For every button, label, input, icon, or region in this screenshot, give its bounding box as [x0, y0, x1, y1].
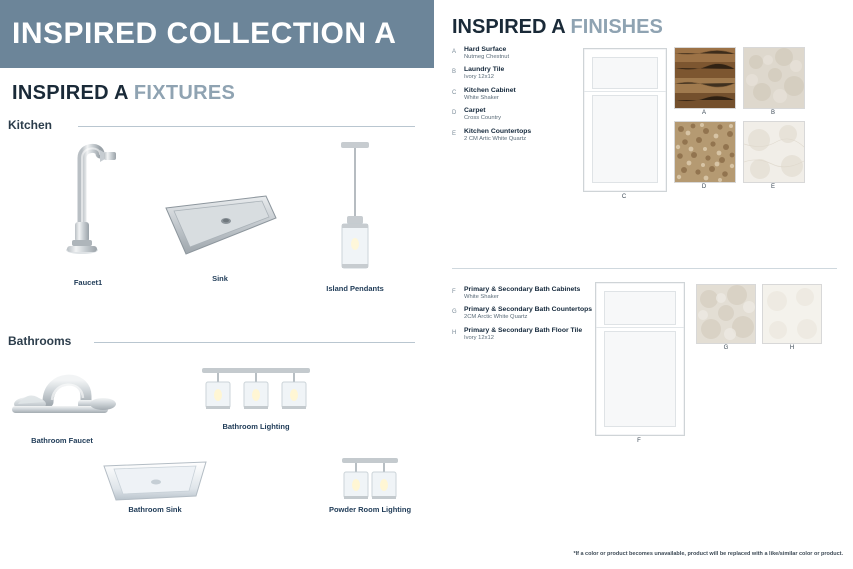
page-title: INSPIRED COLLECTION A [12, 17, 397, 50]
swatch-letter-e: E [770, 184, 775, 190]
legend-title: Primary & Secondary Bath Countertops [464, 306, 593, 314]
legend-title: Kitchen Countertops [464, 127, 532, 135]
cabinet-bottom-panel [604, 331, 676, 427]
kitchen-faucet-icon [58, 140, 138, 270]
legend-item [452, 46, 572, 60]
cabinet-bottom-panel [592, 95, 658, 183]
legend-item [452, 286, 597, 300]
legend-title: Kitchen Cabinet [464, 86, 516, 94]
swatch-letter-d: D [701, 184, 707, 190]
swatch-letter-h: H [789, 345, 795, 351]
section-divider [452, 268, 837, 269]
cabinet-divider [596, 327, 684, 328]
bath-quartz-texture [697, 285, 755, 343]
legend-letter: C [452, 89, 457, 96]
right-column [440, 0, 853, 569]
legend-subtitle: White Shaker [464, 293, 499, 300]
section-rule-kitchen [78, 126, 415, 127]
legend-letter: F [452, 289, 456, 295]
footnote: *If a color or product becomes unavailable, product will be replaced with a like/similar color or product. [573, 551, 843, 557]
legend-subtitle: 2 CM Artic White Quartz [464, 135, 527, 142]
bathroom-faucet-icon [8, 356, 118, 426]
fixtures-heading-accent: FIXTURES [133, 82, 236, 104]
legend-subtitle: Nutmeg Chestnut [464, 53, 510, 60]
legend-title: Laundry Tile [464, 66, 505, 74]
swatch-bath-floor-tile [762, 284, 822, 344]
section-label-bathrooms: Bathrooms [8, 334, 72, 348]
legend-letter: B [452, 69, 457, 76]
legend-letter: G [452, 309, 457, 316]
cabinet-top-panel [604, 291, 676, 325]
fixture-caption-faucet: Faucet1 [73, 278, 103, 287]
title-banner [0, 0, 434, 68]
wood-texture [675, 48, 735, 108]
legend-title: Hard Surface [464, 46, 507, 53]
legend-letter: A [452, 49, 457, 55]
quartz-texture [744, 122, 804, 182]
cabinet-top-panel [592, 57, 658, 89]
legend-item [452, 87, 572, 101]
fixture-caption-bathroom-faucet: Bathroom Faucet [31, 436, 93, 445]
swatch-letter-f: F [637, 438, 641, 444]
legend-item [452, 128, 572, 142]
swatch-letter-a: A [701, 110, 706, 116]
legend-title: Carpet [464, 107, 486, 115]
section-rule-bathrooms [94, 342, 415, 343]
cabinet-door-kitchen [583, 48, 667, 192]
swatch-carpet [674, 121, 736, 183]
kitchen-sink-icon [160, 192, 280, 262]
bath-tile-texture [763, 285, 821, 343]
pendant-light-icon [325, 140, 385, 280]
section-label-kitchen: Kitchen [8, 118, 53, 132]
legend-subtitle: Ivory 12x12 [464, 334, 494, 341]
legend-item [452, 66, 572, 80]
legend-title: Primary & Secondary Bath Floor Tile [464, 326, 583, 334]
carpet-texture [675, 122, 735, 182]
vanity-light-3-icon [196, 362, 316, 418]
cabinet-door-bath [595, 282, 685, 436]
legend-subtitle: Ivory 12x12 [464, 74, 494, 81]
fixture-caption-bathroom-sink: Bathroom Sink [128, 505, 182, 514]
tile-texture [744, 48, 804, 108]
swatch-letter-g: G [723, 345, 729, 351]
fixtures-heading [12, 82, 235, 105]
swatch-hard-surface [674, 47, 736, 109]
swatch-kitchen-countertop [743, 121, 805, 183]
legend-item [452, 306, 597, 320]
legend-letter: E [452, 130, 457, 137]
legend-subtitle: 2CM Arctic White Quartz [464, 314, 528, 321]
legend-letter: H [452, 329, 457, 336]
finishes-heading [452, 16, 663, 39]
legend-bath [452, 286, 597, 347]
swatch-letter-b: B [770, 110, 775, 116]
fixture-caption-sink: Sink [212, 274, 228, 283]
vanity-light-2-icon [332, 452, 408, 508]
cabinet-divider [584, 91, 666, 92]
legend-item [452, 107, 572, 121]
legend-item [452, 327, 597, 341]
fixtures-heading-main: INSPIRED A [12, 82, 128, 104]
finishes-heading-accent: FINISHES [570, 16, 663, 38]
bathroom-sink-icon [96, 452, 214, 508]
legend-subtitle: Cross Country [464, 115, 502, 122]
legend-title: Primary & Secondary Bath Cabinets [464, 286, 581, 293]
swatch-letter-c: C [621, 194, 627, 200]
fixture-caption-island-pendants: Island Pendants [326, 284, 384, 293]
fixture-caption-powder-room-lighting: Powder Room Lighting [328, 505, 412, 514]
swatch-bath-countertop [696, 284, 756, 344]
fixture-caption-bathroom-lighting: Bathroom Lighting [222, 422, 290, 431]
legend-letter: D [452, 110, 457, 117]
legend-kitchen [452, 46, 572, 148]
swatch-laundry-tile [743, 47, 805, 109]
finishes-heading-main: INSPIRED A [452, 16, 565, 38]
legend-subtitle: White Shaker [464, 94, 499, 101]
